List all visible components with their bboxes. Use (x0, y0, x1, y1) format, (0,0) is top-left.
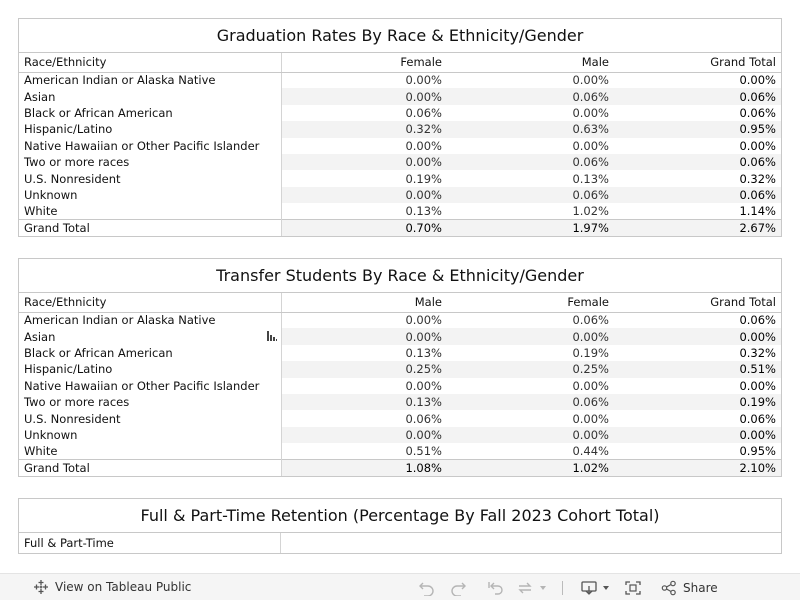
grand-total-label[interactable]: Grand Total (19, 220, 281, 236)
value-cell[interactable]: 0.06% (405, 105, 442, 120)
table-row[interactable] (19, 121, 781, 137)
fullscreen-icon (624, 580, 642, 596)
column-header[interactable]: Race/Ethnicity (19, 293, 281, 312)
row-label[interactable]: U.S. Nonresident (19, 410, 281, 426)
transfer-panel (18, 258, 782, 477)
row-label-text: Asian (24, 329, 56, 344)
table-row[interactable] (19, 72, 781, 88)
grand-total-cell[interactable]: 1.14% (739, 204, 776, 219)
value-cell[interactable]: 0.00% (405, 378, 442, 393)
row-label[interactable]: U.S. Nonresident (19, 170, 281, 186)
view-on-tableau-public-link[interactable] (33, 579, 191, 595)
grand-total-cell[interactable]: 0.00% (739, 73, 776, 88)
table-row[interactable] (19, 105, 781, 121)
grand-total-cell[interactable]: 0.95% (614, 121, 781, 137)
table-row[interactable] (19, 443, 781, 459)
value-cell[interactable]: 0.00% (405, 313, 442, 328)
table-row[interactable] (19, 203, 781, 219)
table-row[interactable] (19, 187, 781, 203)
grand-total-cell[interactable]: 0.06% (614, 187, 781, 203)
table-row[interactable] (19, 345, 781, 361)
undo-icon (418, 580, 436, 596)
grand-total-value[interactable]: 2.10% (614, 460, 781, 476)
grand-total-value[interactable]: 0.70% (281, 220, 447, 236)
value-cell[interactable]: 0.51% (405, 444, 442, 459)
row-label[interactable]: White (19, 443, 281, 459)
grand-total-cell[interactable]: 0.06% (614, 154, 781, 170)
table-row[interactable] (19, 394, 781, 410)
graduation-panel (18, 18, 782, 237)
value-cell[interactable]: 0.00% (572, 411, 609, 426)
value-cell[interactable]: 0.06% (447, 154, 614, 170)
value-cell[interactable]: 0.25% (447, 361, 614, 377)
table-row[interactable] (19, 88, 781, 104)
graduation-title: Graduation Rates By Race & Ethnicity/Gender (19, 19, 781, 53)
value-cell[interactable]: 0.13% (405, 345, 442, 360)
value-cell[interactable]: 0.00% (281, 187, 447, 203)
table-row[interactable] (19, 361, 781, 377)
value-cell[interactable]: 0.00% (405, 138, 442, 153)
row-label[interactable]: Black or African American (19, 345, 281, 361)
row-label[interactable]: American Indian or Alaska Native (19, 312, 281, 328)
column-header[interactable]: Grand Total (614, 53, 781, 72)
table-row[interactable] (19, 328, 781, 344)
table-row[interactable] (19, 410, 781, 426)
graduation-table (19, 53, 781, 236)
column-header[interactable]: Female (281, 53, 447, 72)
row-label[interactable]: Asian (19, 88, 281, 104)
value-cell[interactable]: 0.32% (281, 121, 447, 137)
refresh-button[interactable] (514, 574, 550, 600)
row-label[interactable]: Native Hawaiian or Other Pacific Islander (19, 378, 281, 394)
grand-total-cell[interactable]: 0.19% (614, 394, 781, 410)
grand-total-value[interactable]: 1.02% (447, 460, 614, 476)
value-cell[interactable]: 0.00% (447, 328, 614, 344)
value-cell[interactable]: 0.25% (281, 361, 447, 377)
tableau-logo-icon (33, 579, 49, 595)
value-cell[interactable]: 0.00% (281, 427, 447, 443)
value-cell[interactable]: 0.63% (447, 121, 614, 137)
grand-total-cell[interactable]: 0.06% (739, 313, 776, 328)
row-label[interactable]: Native Hawaiian or Other Pacific Islander (19, 138, 281, 154)
grand-total-value[interactable]: 1.97% (447, 220, 614, 236)
value-cell[interactable]: 0.13% (572, 171, 609, 186)
grand-total-cell[interactable]: 0.95% (739, 444, 776, 459)
value-cell[interactable]: 0.00% (572, 105, 609, 120)
value-cell[interactable]: 0.06% (447, 88, 614, 104)
value-cell[interactable]: 0.13% (405, 204, 442, 219)
row-label[interactable]: American Indian or Alaska Native (19, 72, 281, 88)
row-label[interactable] (19, 328, 281, 344)
column-header[interactable]: Female (447, 293, 614, 312)
grand-total-label[interactable]: Grand Total (19, 460, 281, 476)
value-cell[interactable]: 0.06% (447, 394, 614, 410)
bar-chart-icon[interactable] (267, 331, 277, 341)
grand-total-cell[interactable]: 0.06% (739, 411, 776, 426)
retention-row-label: Full & Part-Time (19, 533, 281, 553)
table-row[interactable] (19, 378, 781, 394)
chevron-down-icon (601, 583, 611, 593)
share-button[interactable] (661, 580, 718, 596)
grand-total-cell[interactable]: 0.00% (739, 138, 776, 153)
grand-total-cell[interactable]: 0.51% (614, 361, 781, 377)
value-cell[interactable]: 0.00% (572, 378, 609, 393)
row-label[interactable]: Two or more races (19, 154, 281, 170)
table-row[interactable] (19, 138, 781, 154)
row-label[interactable]: Hispanic/Latino (19, 121, 281, 137)
value-cell[interactable]: 0.00% (281, 154, 447, 170)
retention-title: Full & Part-Time Retention (Percentage By Fall 2023 Cohort Total) (19, 499, 781, 533)
row-label[interactable]: Unknown (19, 187, 281, 203)
value-cell[interactable]: 0.00% (281, 328, 447, 344)
view-on-tableau-public-label: View on Tableau Public (55, 580, 192, 594)
tableau-toolbar (0, 573, 800, 600)
fullscreen-button[interactable] (615, 574, 651, 600)
table-row[interactable] (19, 170, 781, 186)
grand-total-cell[interactable]: 0.32% (739, 171, 776, 186)
value-cell[interactable]: 0.00% (572, 138, 609, 153)
download-icon (580, 580, 598, 596)
column-header[interactable]: Male (281, 293, 447, 312)
table-header-row (19, 53, 781, 72)
value-cell[interactable]: 0.44% (572, 444, 609, 459)
row-label[interactable]: Unknown (19, 427, 281, 443)
value-cell[interactable]: 0.00% (405, 73, 442, 88)
value-cell[interactable]: 0.00% (281, 88, 447, 104)
column-header[interactable]: Race/Ethnicity (19, 53, 281, 72)
toolbar-divider (562, 581, 563, 595)
grand-total-cell[interactable]: 0.32% (739, 345, 776, 360)
value-cell[interactable]: 0.06% (572, 313, 609, 328)
grand-total-cell[interactable]: 0.06% (614, 88, 781, 104)
grand-total-cell[interactable]: 0.00% (739, 378, 776, 393)
redo-icon (449, 580, 467, 596)
grand-total-row[interactable] (19, 460, 781, 476)
grand-total-cell[interactable]: 0.00% (614, 328, 781, 344)
transfer-table (19, 293, 781, 476)
retention-row[interactable] (19, 533, 781, 553)
row-label[interactable]: White (19, 203, 281, 219)
table-header-row (19, 293, 781, 312)
grand-total-cell[interactable]: 0.00% (614, 427, 781, 443)
undo-button[interactable] (416, 574, 438, 600)
value-cell[interactable]: 0.19% (572, 345, 609, 360)
transfer-title: Transfer Students By Race & Ethnicity/Gender (19, 259, 781, 293)
table-row[interactable] (19, 427, 781, 443)
grand-total-cell[interactable]: 0.06% (739, 105, 776, 120)
column-header[interactable]: Male (447, 53, 614, 72)
grand-total-value[interactable]: 2.67% (614, 220, 781, 236)
download-button[interactable] (575, 574, 615, 600)
row-label[interactable]: Hispanic/Latino (19, 361, 281, 377)
retention-row-value[interactable] (281, 533, 781, 553)
revert-icon (487, 580, 505, 596)
retention-panel (18, 498, 782, 554)
value-cell[interactable]: 0.19% (405, 171, 442, 186)
toolbar-controls (416, 574, 718, 600)
revert-button[interactable] (478, 574, 514, 600)
grand-total-row[interactable] (19, 220, 781, 236)
value-cell[interactable]: 0.06% (447, 187, 614, 203)
row-label[interactable]: Black or African American (19, 105, 281, 121)
value-cell[interactable]: 1.02% (572, 204, 609, 219)
column-header[interactable]: Grand Total (614, 293, 781, 312)
refresh-icon (516, 580, 534, 596)
table-row[interactable] (19, 154, 781, 170)
table-row[interactable] (19, 312, 781, 328)
value-cell[interactable]: 0.00% (447, 427, 614, 443)
value-cell[interactable]: 0.06% (405, 411, 442, 426)
grand-total-value[interactable]: 1.08% (281, 460, 447, 476)
value-cell[interactable]: 0.00% (572, 73, 609, 88)
row-label[interactable]: Two or more races (19, 394, 281, 410)
chevron-down-icon (538, 583, 548, 593)
share-icon (661, 580, 677, 596)
value-cell[interactable]: 0.13% (281, 394, 447, 410)
share-label: Share (683, 580, 718, 595)
redo-button[interactable] (438, 574, 478, 600)
